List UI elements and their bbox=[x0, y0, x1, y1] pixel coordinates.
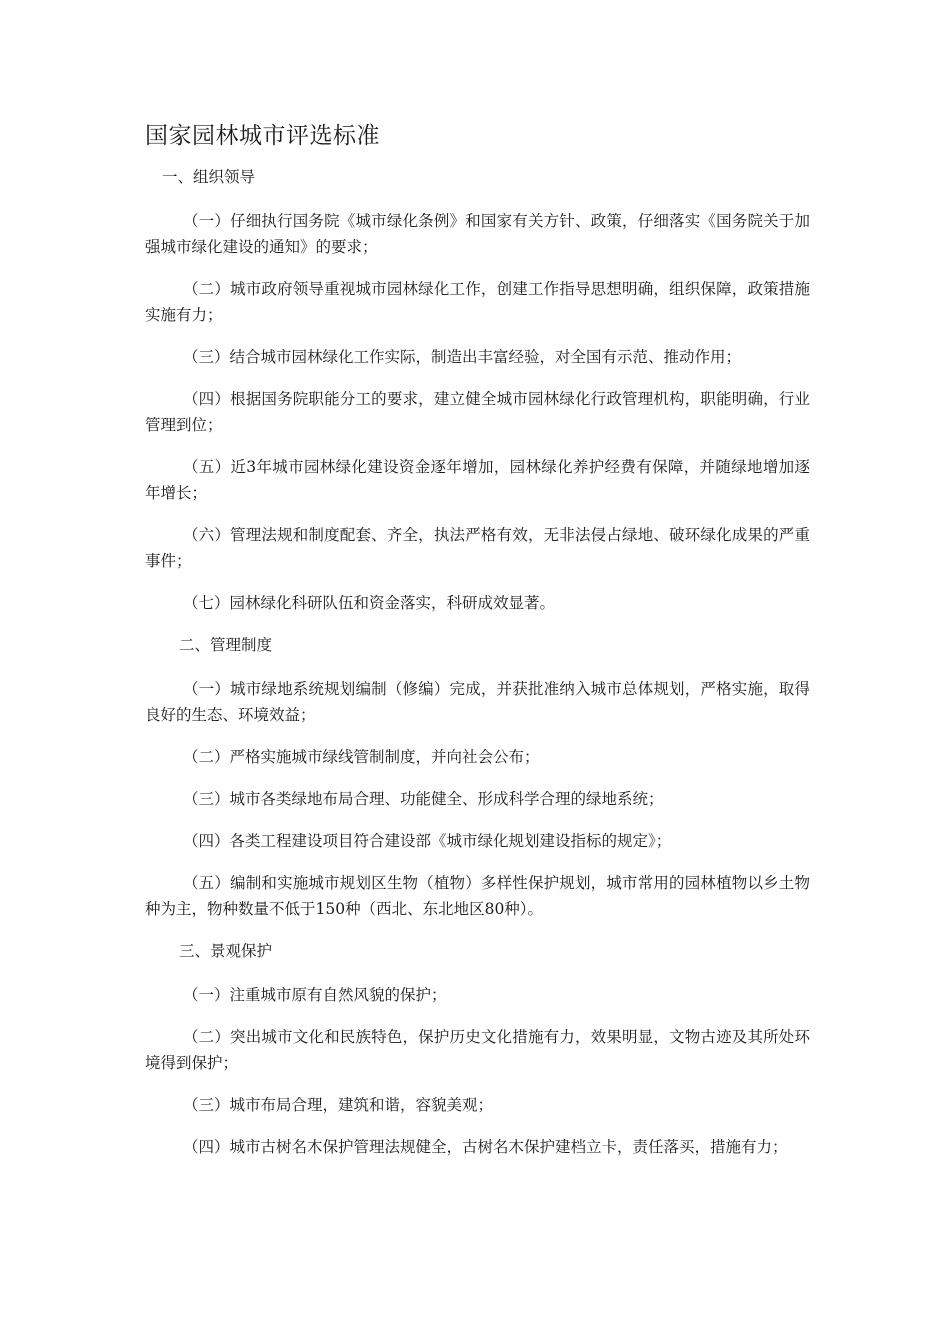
section-heading: 三、景观保护 bbox=[179, 942, 273, 960]
paragraph: （二）城市政府领导重视城市园林绿化工作，创建工作指导思想明确，组织保障，政策措施实施有力； bbox=[145, 280, 810, 324]
paragraph: （六）管理法规和制度配套、齐全，执法严格有效，无非法侵占绿地、破环绿化成果的严重事件； bbox=[145, 526, 810, 570]
document-page bbox=[145, 116, 810, 1176]
section-organization bbox=[145, 164, 810, 616]
paragraph: （三）城市布局合理，建筑和谐，容貌美观； bbox=[183, 1096, 494, 1114]
section-landscape bbox=[145, 938, 810, 1160]
document-title: 国家园林城市评选标准 bbox=[145, 123, 380, 149]
section-heading: 一、组织领导 bbox=[162, 168, 256, 186]
paragraph: （一）仔细执行国务院《城市绿化条例》和国家有关方针、政策，仔细落实《国务院关于加强城市绿化建设的通知》的要求； bbox=[145, 212, 810, 256]
paragraph: （五）编制和实施城市规划区生物（植物）多样性保护规划，城市常用的园林植物以乡土物种为主，物种数量不低于150种（西北、东北地区80种）。 bbox=[145, 874, 810, 918]
paragraph: （四）城市古树名木保护管理法规健全，古树名木保护建档立卡，责任落买，措施有力； bbox=[183, 1138, 788, 1156]
paragraph: （四）各类工程建设项目符合建设部《城市绿化规划建设指标的规定》； bbox=[183, 832, 672, 850]
paragraph: （一）城市绿地系统规划编制（修编）完成，并获批准纳入城市总体规划，严格实施，取得良好的生态、环境效益； bbox=[145, 680, 810, 724]
paragraph: （二）突出城市文化和民族特色，保护历史文化措施有力，效果明显，文物古迹及其所处环境得到保护； bbox=[145, 1028, 810, 1072]
paragraph: （一）注重城市原有自然风貌的保护； bbox=[183, 986, 447, 1004]
paragraph: （五）近3年城市园林绿化建设资金逐年增加，园林绿化养护经费有保障，并随绿地增加逐年增长； bbox=[145, 458, 810, 502]
section-management bbox=[145, 632, 810, 922]
paragraph: （三）结合城市园林绿化工作实际，制造出丰富经验，对全国有示范、推动作用； bbox=[183, 348, 742, 366]
paragraph: （七）园林绿化科研队伍和资金落实，科研成效显著。 bbox=[183, 594, 556, 612]
paragraph: （四）根据国务院职能分工的要求，建立健全城市园林绿化行政管理机构，职能明确，行业管理到位； bbox=[145, 390, 810, 434]
paragraph: （二）严格实施城市绿线管制制度，并向社会公布； bbox=[183, 748, 540, 766]
section-heading: 二、管理制度 bbox=[179, 636, 273, 654]
paragraph: （三）城市各类绿地布局合理、功能健全、形成科学合理的绿地系统； bbox=[183, 790, 664, 808]
